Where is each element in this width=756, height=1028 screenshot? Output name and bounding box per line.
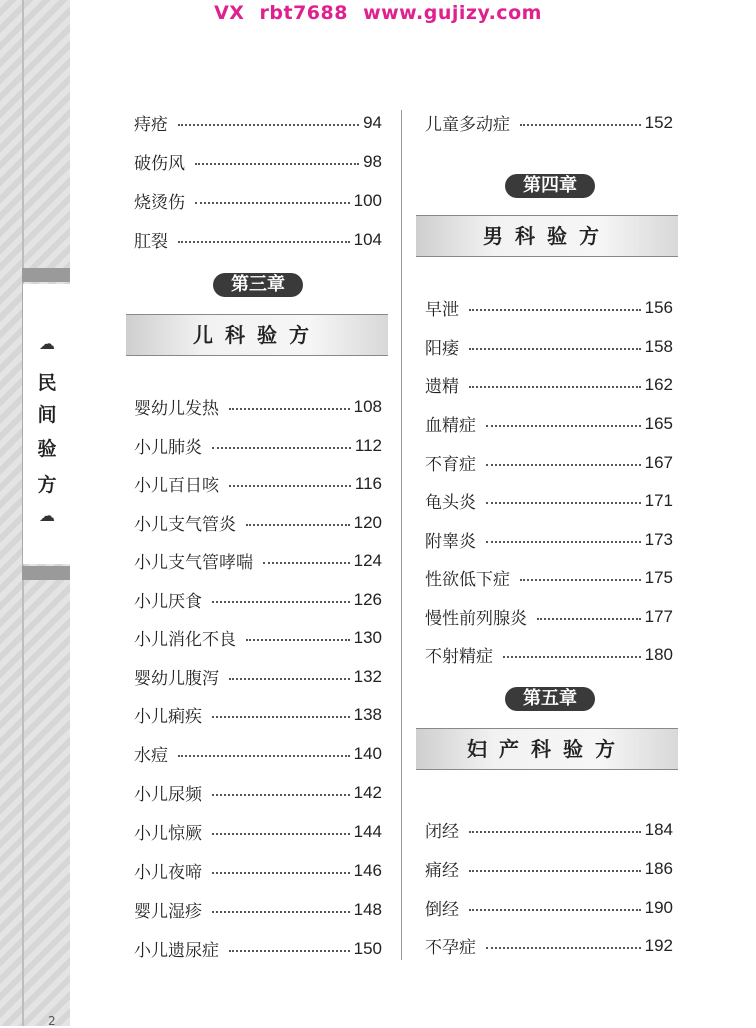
chapter-title-band [416, 215, 678, 257]
toc-entry-name: 小儿痢疾 [134, 707, 202, 727]
toc-entry-name: 肛裂 [134, 232, 168, 252]
toc-entry-name: 痔疮 [134, 115, 168, 135]
toc-entry[interactable] [134, 625, 382, 650]
toc-entry[interactable] [425, 933, 673, 958]
toc-entry[interactable] [425, 817, 673, 842]
toc-entry[interactable] [425, 334, 673, 359]
toc-entry[interactable] [134, 780, 382, 805]
toc-entry-name: 小儿惊厥 [134, 824, 202, 844]
toc-entry[interactable] [134, 433, 382, 458]
toc-entry-page: 148 [353, 899, 382, 919]
cloud-icon: ☁ [39, 506, 55, 525]
chapter-title-band [416, 728, 678, 770]
leader-dots [486, 502, 641, 504]
toc-entry-name: 不育症 [425, 455, 476, 475]
leader-dots [486, 464, 641, 466]
leader-dots [503, 656, 641, 658]
toc-entry-page: 124 [353, 550, 382, 570]
leader-dots [469, 870, 641, 872]
column-divider [401, 110, 402, 960]
toc-entry-name: 婴幼儿腹泻 [134, 669, 219, 689]
leader-dots [212, 911, 350, 913]
sidebar-title-char: 民 [37, 372, 57, 394]
toc-entry-page: 184 [644, 819, 673, 839]
leader-dots [229, 408, 350, 410]
toc-entry-page: 152 [644, 112, 673, 132]
toc-entry-name: 闭经 [425, 822, 459, 842]
toc-entry-page: 140 [353, 743, 382, 763]
toc-entry-page: 116 [354, 473, 382, 493]
leader-dots [229, 678, 350, 680]
toc-entry-page: 130 [353, 627, 382, 647]
toc-entry[interactable] [425, 565, 673, 590]
toc-entry[interactable] [425, 411, 673, 436]
toc-entry[interactable] [134, 702, 382, 727]
toc-entry-page: 192 [644, 935, 673, 955]
toc-entry-name: 小儿尿频 [134, 785, 202, 805]
toc-entry-name: 早泄 [425, 300, 459, 320]
leader-dots [229, 950, 350, 952]
leader-dots [212, 872, 350, 874]
toc-entry-page: 138 [353, 704, 382, 724]
toc-entry-name: 婴幼儿发热 [134, 399, 219, 419]
toc-entry[interactable] [425, 450, 673, 475]
toc-entry-name: 附睾炎 [425, 532, 476, 552]
chapter-title-band [126, 314, 388, 356]
leader-dots [520, 579, 641, 581]
leader-dots [469, 348, 641, 350]
toc-entry-page: 146 [353, 860, 382, 880]
toc-entry[interactable] [425, 642, 673, 667]
chapter-badge: 第五章 [505, 687, 595, 711]
toc-entry-page: 94 [363, 112, 382, 132]
toc-entry-page: 142 [353, 782, 382, 802]
toc-entry[interactable] [134, 227, 382, 252]
toc-entry-name: 龟头炎 [425, 493, 476, 513]
toc-entry-page: 190 [644, 897, 673, 917]
toc-entry-page: 120 [353, 512, 382, 532]
toc-entry[interactable] [425, 110, 673, 135]
toc-entry-name: 倒经 [425, 900, 459, 920]
toc-entry-page: 126 [353, 589, 382, 609]
sidebar-title-char: 间 [37, 404, 57, 426]
sidebar-title-char: 验 [37, 438, 57, 460]
leader-dots [486, 947, 641, 949]
chapter-title: 男科验方 [483, 224, 611, 248]
toc-entry-page: 167 [644, 452, 673, 472]
toc-entry[interactable] [425, 488, 673, 513]
watermark-header: VX rbt7688 www.gujizy.com [214, 2, 542, 24]
toc-entry-name: 小儿遗尿症 [134, 941, 219, 961]
toc-entry-page: 108 [353, 396, 382, 416]
toc-entry-page: 186 [644, 858, 673, 878]
toc-entry-name: 不孕症 [425, 938, 476, 958]
leader-dots [178, 124, 359, 126]
cloud-icon: ☁ [39, 334, 55, 353]
toc-entry-page: 112 [354, 435, 382, 455]
toc-entry-page: 162 [644, 374, 673, 394]
toc-entry[interactable] [425, 295, 673, 320]
toc-entry[interactable] [134, 664, 382, 689]
toc-entry[interactable] [134, 897, 382, 922]
sidebar-band-top [22, 268, 70, 282]
toc-entry[interactable] [134, 110, 382, 135]
toc-entry-page: 100 [353, 190, 382, 210]
toc-entry[interactable] [134, 819, 382, 844]
toc-entry[interactable] [134, 858, 382, 883]
toc-entry-name: 遗精 [425, 377, 459, 397]
leader-dots [469, 386, 641, 388]
sidebar-title-char: 方 [37, 474, 57, 496]
leader-dots [212, 794, 350, 796]
chapter-title: 妇产科验方 [467, 737, 627, 761]
toc-entry[interactable] [134, 741, 382, 766]
toc-entry-page: 177 [644, 606, 673, 626]
chapter-badge: 第四章 [505, 174, 595, 198]
toc-entry-name: 小儿厌食 [134, 592, 202, 612]
leader-dots [263, 562, 350, 564]
leader-dots [195, 202, 350, 204]
toc-entry-name: 儿童多动症 [425, 115, 510, 135]
toc-entry[interactable] [425, 604, 673, 629]
sidebar-label [22, 284, 71, 564]
toc-entry-page: 171 [644, 490, 673, 510]
toc-entry[interactable] [134, 149, 382, 174]
leader-dots [178, 755, 350, 757]
leader-dots [195, 163, 359, 165]
toc-entry-name: 小儿百日咳 [134, 476, 219, 496]
leader-dots [212, 447, 351, 449]
leader-dots [212, 833, 350, 835]
leader-dots [229, 485, 351, 487]
toc-entry-name: 破伤风 [134, 154, 185, 174]
toc-entry-page: 150 [353, 938, 382, 958]
toc-entry-page: 165 [644, 413, 673, 433]
toc-entry[interactable] [425, 856, 673, 881]
leader-dots [469, 831, 641, 833]
toc-entry-page: 98 [363, 151, 382, 171]
toc-entry-name: 小儿支气管哮喘 [134, 553, 253, 573]
toc-entry-name: 痛经 [425, 861, 459, 881]
toc-entry-name: 不射精症 [425, 647, 493, 667]
page-number: 2 [48, 1014, 56, 1028]
toc-entry-name: 阳痿 [425, 339, 459, 359]
toc-entry-page: 132 [353, 666, 382, 686]
leader-dots [537, 618, 641, 620]
leader-dots [212, 716, 350, 718]
leader-dots [212, 601, 350, 603]
toc-entry[interactable] [134, 188, 382, 213]
leader-dots [469, 909, 641, 911]
leader-dots [486, 541, 641, 543]
sidebar-band-bottom [22, 566, 70, 580]
toc-entry-page: 104 [353, 229, 382, 249]
toc-entry-page: 156 [644, 297, 673, 317]
toc-entry[interactable] [134, 548, 382, 573]
toc-entry[interactable] [425, 527, 673, 552]
toc-entry-page: 175 [644, 567, 673, 587]
leader-dots [246, 639, 350, 641]
toc-entry-name: 小儿支气管炎 [134, 515, 236, 535]
toc-entry[interactable] [425, 895, 673, 920]
chapter-badge: 第三章 [213, 273, 303, 297]
leader-dots [520, 124, 641, 126]
leader-dots [246, 524, 350, 526]
toc-entry-name: 性欲低下症 [425, 570, 510, 590]
toc-entry[interactable] [425, 372, 673, 397]
leader-dots [486, 425, 641, 427]
toc-entry[interactable] [134, 510, 382, 535]
toc-entry-name: 烧烫伤 [134, 193, 185, 213]
toc-entry-page: 158 [644, 336, 673, 356]
toc-entry-name: 小儿消化不良 [134, 630, 236, 650]
chapter-title: 儿科验方 [193, 323, 321, 347]
toc-entry-name: 慢性前列腺炎 [425, 609, 527, 629]
toc-entry-name: 水痘 [134, 746, 168, 766]
toc-entry[interactable] [134, 394, 382, 419]
leader-dots [469, 309, 641, 311]
toc-entry-name: 血精症 [425, 416, 476, 436]
leader-dots [178, 241, 350, 243]
toc-entry-page: 173 [644, 529, 673, 549]
toc-entry-name: 婴儿湿疹 [134, 902, 202, 922]
toc-entry-page: 180 [644, 644, 673, 664]
toc-entry-name: 小儿肺炎 [134, 438, 202, 458]
toc-entry[interactable] [134, 471, 382, 496]
toc-entry[interactable] [134, 587, 382, 612]
toc-entry-page: 144 [353, 821, 382, 841]
toc-entry-name: 小儿夜啼 [134, 863, 202, 883]
toc-entry[interactable] [134, 936, 382, 961]
